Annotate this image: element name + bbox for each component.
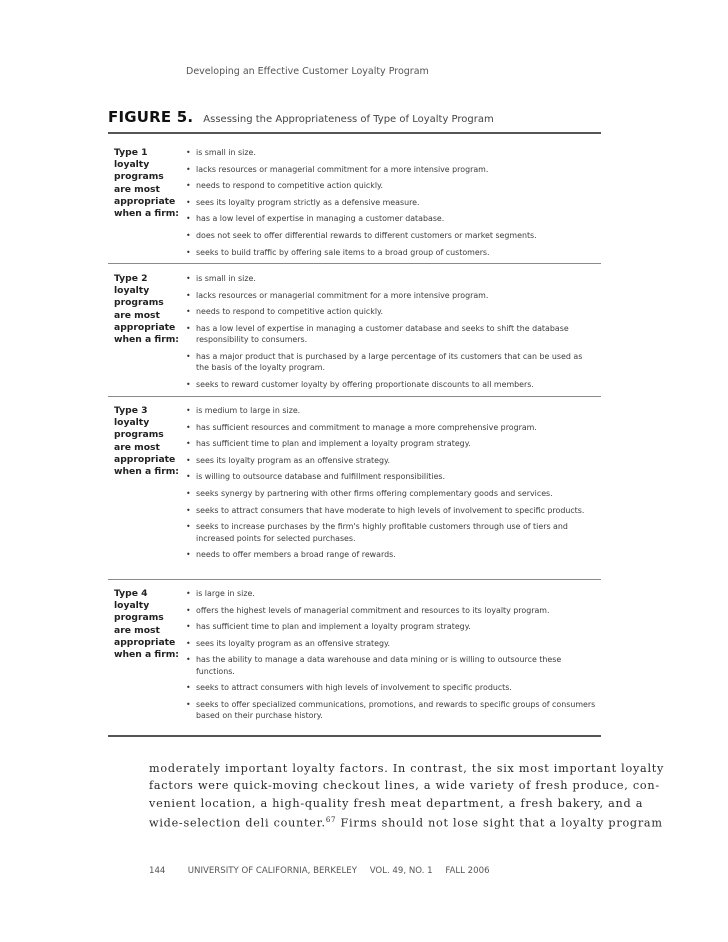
type-1-section <box>108 143 601 264</box>
bullet-item: • needs to respond to competitive action quickly. <box>185 180 597 191</box>
body-text-segment: wide-selection deli counter. <box>149 816 326 830</box>
bullet-item: • sees its loyalty program strictly as a defensive measure. <box>185 197 597 208</box>
body-line: venient location, a high-quality fresh meat department, a fresh bakery, and a <box>149 796 644 810</box>
type-3-bullets <box>185 405 597 566</box>
type-4-label: Type 4 loyalty programs are most appropriate when a firm: <box>114 588 179 661</box>
page-footer <box>149 866 490 876</box>
bullet-item: • has the ability to manage a data warehouse and data mining or is willing to outsource these functions. <box>185 654 597 677</box>
type-4-section <box>108 580 601 730</box>
type-1-bullets <box>185 147 597 263</box>
bullet-item: • has sufficient resources and commitment to manage a more comprehensive program. <box>185 422 597 433</box>
bullet-item: • offers the highest levels of managerial commitment and resources to its loyalty program. <box>185 605 597 616</box>
bullet-item: • needs to respond to competitive action quickly. <box>185 306 597 317</box>
loyalty-program-table <box>108 143 601 730</box>
body-line <box>149 812 663 832</box>
volume-info: VOL. 49, NO. 1 <box>369 866 433 876</box>
running-head: Developing an Effective Customer Loyalty Program <box>186 66 429 77</box>
footnote-ref: 67 <box>325 816 337 825</box>
bullet-item: • seeks to increase purchases by the firm's highly profitable customers through use of tiers and increased points for selected purchases. <box>185 521 597 544</box>
bullet-item: • seeks to attract consumers with high levels of involvement to specific products. <box>185 682 597 693</box>
bullet-item: • lacks resources or managerial commitment for a more intensive program. <box>185 290 597 301</box>
figure-bottom-rule <box>108 735 601 737</box>
bullet-item: • seeks to reward customer loyalty by offering proportionate discounts to all members. <box>185 379 597 390</box>
bullet-item: • has a low level of expertise in managing a customer database and seeks to shift the database responsibility to consumers. <box>185 323 597 346</box>
type-1-label: Type 1 loyalty programs are most appropriate when a firm: <box>114 147 179 220</box>
figure-label: FIGURE 5. <box>108 108 194 126</box>
type-2-section <box>108 264 601 397</box>
journal-name: UNIVERSITY OF CALIFORNIA, BERKELEY <box>187 866 357 876</box>
bullet-item: • is medium to large in size. <box>185 405 597 416</box>
bullet-item: • sees its loyalty program as an offensive strategy. <box>185 638 597 649</box>
page-number: 144 <box>149 866 166 876</box>
body-paragraph <box>149 760 665 832</box>
bullet-item: • has a major product that is purchased by a large percentage of its customers that can be used as the basis of the loyalty program. <box>185 351 597 374</box>
bullet-item: • seeks to build traffic by offering sale items to a broad group of customers. <box>185 247 597 258</box>
bullet-item: • sees its loyalty program as an offensive strategy. <box>185 455 597 466</box>
bullet-item: • seeks to offer specialized communications, promotions, and rewards to specific groups of consumers based on their purchase history. <box>185 699 597 722</box>
type-4-bullets <box>185 588 597 727</box>
bullet-item: • is small in size. <box>185 147 597 158</box>
bullet-item: • is willing to outsource database and fulfillment responsibilities. <box>185 471 597 482</box>
figure-top-rule <box>108 132 601 134</box>
figure-caption: Assessing the Appropriateness of Type of Loyalty Program <box>203 114 494 125</box>
bullet-item: • has a low level of expertise in managing a customer database. <box>185 213 597 224</box>
type-2-label: Type 2 loyalty programs are most appropriate when a firm: <box>114 273 179 346</box>
bullet-item: • does not seek to offer differential rewards to different customers or market segments. <box>185 230 597 241</box>
body-text-segment: Firms should not lose sight that a loyalty program <box>336 816 663 830</box>
type-2-bullets <box>185 273 597 395</box>
type-3-label: Type 3 loyalty programs are most appropriate when a firm: <box>114 405 179 478</box>
bullet-item: • has sufficient time to plan and implement a loyalty program strategy. <box>185 438 597 449</box>
figure-title <box>108 108 494 126</box>
body-line: moderately important loyalty factors. In contrast, the six most important loyalty <box>149 762 665 775</box>
bullet-item: • is large in size. <box>185 588 597 599</box>
type-3-section <box>108 397 601 580</box>
issue-date: FALL 2006 <box>445 866 490 876</box>
bullet-item: • lacks resources or managerial commitment for a more intensive program. <box>185 164 597 175</box>
bullet-item: • seeks to attract consumers that have moderate to high levels of involvement to specific products. <box>185 505 597 516</box>
bullet-item: • has sufficient time to plan and implement a loyalty program strategy. <box>185 621 597 632</box>
bullet-item: • seeks synergy by partnering with other firms offering complementary goods and services. <box>185 488 597 499</box>
bullet-item: • needs to offer members a broad range of rewards. <box>185 549 597 560</box>
body-line: factors were quick-moving checkout lines, a wide variety of fresh produce, con- <box>149 779 660 793</box>
bullet-item: • is small in size. <box>185 273 597 284</box>
